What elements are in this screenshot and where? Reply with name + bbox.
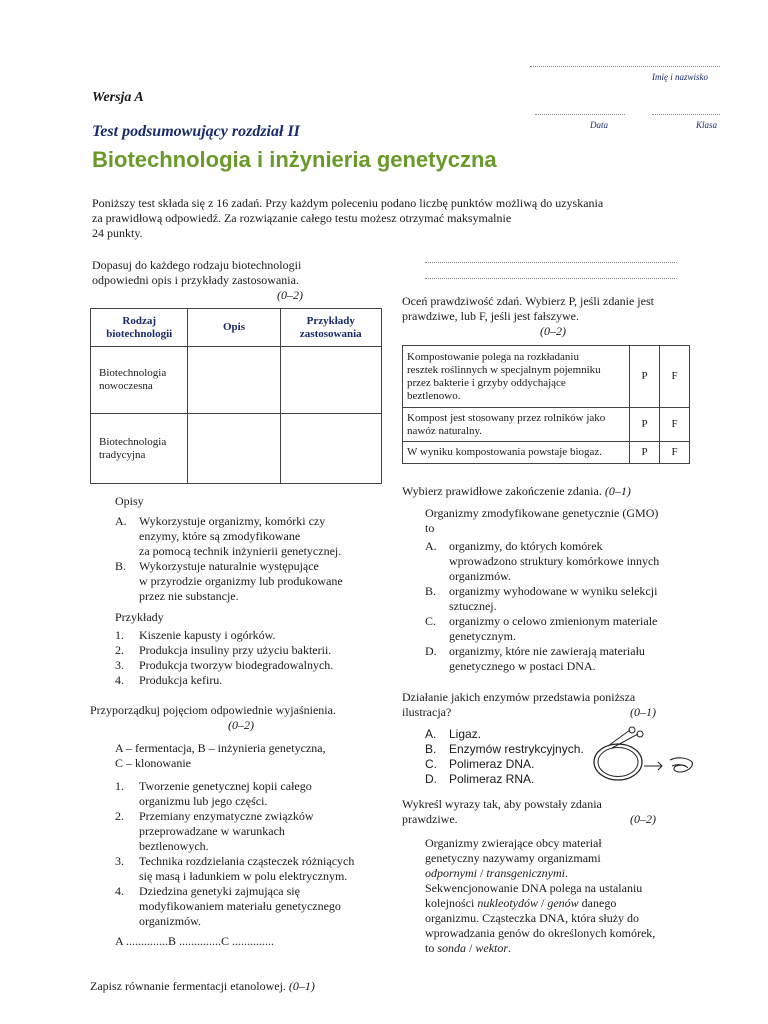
name-label: Imię i nazwisko	[652, 72, 708, 82]
list-item: 4. Produkcja kefiru.	[115, 673, 223, 687]
list-item: B. Wykorzystuje naturalnie występujące w przyrodzie organizmy lub produkowane przez nie substancje.	[115, 559, 343, 603]
task6-line: ilustracja? (0–1)	[402, 705, 656, 719]
task2-term-line: C – klonowanie	[115, 756, 191, 770]
list-item: 3. Produkcja tworzyw biodegradowalnych.	[115, 658, 334, 672]
task4-line: Oceń prawdziwość zdań. Wybierz P, jeśli zdanie jest	[402, 294, 654, 308]
task1-line: odpowiedni opis i przykłady zastosowania.	[92, 273, 299, 287]
task6-instruction	[402, 690, 692, 720]
answer-option[interactable]: D. Polimeraz RNA.	[425, 772, 535, 786]
name-line[interactable]	[530, 66, 720, 67]
list-item: 1. Tworzenie genetycznej kopii całego organizmu lub jego części.	[115, 779, 312, 808]
class-label: Klasa	[696, 120, 718, 130]
intro-line: Poniższy test składa się z 16 zadań. Przy każdym poleceniu podano liczbę punktów możliwą do uzyskania	[92, 196, 604, 210]
list-item: 4. Dziedzina genetyki zajmująca się modyfikowaniem materiału genetycznego organizmów.	[115, 884, 341, 928]
task7-line: Wykreśl wyrazy tak, aby powstały zdania	[402, 797, 602, 811]
list-item: 2. Przemiany enzymatyczne związków przeprowadzane w warunkach beztlenowych.	[115, 809, 314, 853]
task1-line: Dopasuj do każdego rodzaju biotechnologii	[92, 258, 302, 272]
task4-table	[402, 345, 690, 464]
task2-points: (0–2)	[228, 718, 254, 732]
false-option[interactable]: F	[660, 346, 690, 408]
task1-points: (0–2)	[277, 288, 303, 302]
task7-line: prawdziwe. (0–2)	[402, 812, 656, 826]
task3-points: (0–1)	[288, 979, 315, 993]
table-header-description: Opis	[188, 309, 280, 347]
task1-instruction	[92, 258, 392, 303]
task5-stem: Organizmy zmodyfikowane genetycznie (GMO) to	[425, 506, 659, 535]
word-option[interactable]: sonda	[437, 941, 467, 955]
przyklady-list	[115, 628, 385, 688]
intro-line: 24 punkty.	[92, 226, 143, 240]
word-option[interactable]: nukleotydów	[477, 896, 538, 910]
answer-option[interactable]: D. organizmy, które nie zawierają materiału genetycznego w postaci DNA.	[425, 644, 645, 673]
task2-instruction	[90, 703, 390, 733]
task2-answer-line[interactable]: A ..............B ..............C ..............	[115, 934, 275, 948]
date-line[interactable]	[535, 114, 625, 115]
przyklady-heading: Przykłady	[115, 610, 164, 624]
answer-dotted-line[interactable]	[425, 262, 677, 263]
intro-line: za prawidłową odpowiedź. Za rozwiązanie całego testu możesz otrzymać maksymalnie	[92, 211, 512, 225]
false-option[interactable]: F	[660, 408, 690, 442]
table-header-examples: Przykłady zastosowania	[280, 309, 381, 347]
version-label: Wersja A	[92, 90, 144, 105]
answer-cell[interactable]	[280, 414, 381, 484]
answer-dotted-line[interactable]	[425, 278, 677, 279]
task2-line: Przyporządkuj pojęciom odpowiednie wyjaśnienia.	[90, 703, 336, 717]
date-label: Data	[590, 120, 608, 130]
task2-terms	[115, 741, 326, 771]
statement-cell: Kompostowanie polega na rozkładaniu resztek roślinnych w specjalnym pojemniku przez bakterie i grzyby oddychające beztlenowo.	[403, 346, 630, 408]
answer-option[interactable]: C. organizmy o celowo zmienionym materiale genetycznym.	[425, 614, 658, 643]
task4-points: (0–2)	[540, 324, 566, 338]
intro-text	[92, 196, 692, 241]
class-line[interactable]	[652, 114, 720, 115]
task2-list	[115, 779, 390, 929]
word-option[interactable]: genów	[547, 896, 579, 910]
word-option[interactable]: odpornymi	[425, 866, 477, 880]
list-item: 1. Kiszenie kapusty i ogórków.	[115, 628, 276, 642]
dna-scissors-illustration	[588, 722, 700, 792]
task5-options	[425, 539, 690, 674]
task5-instruction	[402, 484, 631, 499]
answer-cell[interactable]	[188, 414, 280, 484]
table-row-label: Biotechnologia tradycyjna	[91, 414, 188, 484]
answer-option[interactable]: B. Enzymów restrykcyjnych.	[425, 742, 584, 756]
task3-instruction	[90, 979, 315, 994]
task6-line: Działanie jakich enzymów przedstawia poniższa	[402, 690, 636, 704]
answer-option[interactable]: B. organizmy wyhodowane w wyniku selekcji sztucznej.	[425, 584, 658, 613]
task3-line: Zapisz równanie fermentacji etanolowej.	[90, 979, 286, 993]
task2-term-line: A – fermentacja, B – inżynieria genetyczna,	[115, 741, 326, 755]
word-option[interactable]: transgenicznymi	[486, 866, 565, 880]
task7-instruction	[402, 797, 692, 827]
true-option[interactable]: P	[630, 442, 660, 464]
true-option[interactable]: P	[630, 346, 660, 408]
answer-option[interactable]: C. Polimeraz DNA.	[425, 757, 535, 771]
task7-text: Organizmy zwierające obcy materiał genetyczny nazywamy organizmami odpornymi / transgenicznymi. Sekwencjonowanie DNA polega na ustalaniu kolejności nukleotydów / genów danego organizmu. Cząsteczka DNA, która służy do wprowadzania genów do określonych komórek, to sonda / wektor.	[425, 836, 656, 955]
word-option[interactable]: wektor	[475, 941, 509, 955]
answer-cell[interactable]	[280, 347, 381, 414]
answer-cell[interactable]	[188, 347, 280, 414]
list-item: 3. Technika rozdzielania cząsteczek różniących się masą i ładunkiem w polu elektrycznym.	[115, 854, 355, 883]
task5-points: (0–1)	[604, 484, 631, 498]
task7-points: (0–2)	[630, 812, 656, 826]
statement-cell: Kompost jest stosowany przez rolników jako nawóz naturalny.	[403, 408, 630, 442]
task6-points: (0–1)	[630, 705, 656, 719]
answer-option[interactable]: A. Ligaz.	[425, 727, 482, 741]
opisy-list	[115, 514, 385, 604]
list-item: A. Wykorzystuje organizmy, komórki czy enzymy, które są zmodyfikowane za pomocą technik inżynierii genetycznej.	[115, 514, 342, 558]
opisy-heading: Opisy	[115, 494, 144, 508]
task4-line: prawdziwe, lub F, jeśli jest fałszywe.	[402, 309, 579, 323]
list-item: 2. Produkcja insuliny przy użyciu bakterii.	[115, 643, 332, 657]
task4-instruction	[402, 294, 702, 339]
test-subtitle: Test podsumowujący rozdział II	[92, 123, 300, 140]
task1-table	[90, 308, 382, 484]
task6-options	[425, 727, 584, 787]
true-option[interactable]: P	[630, 408, 660, 442]
statement-cell: W wyniku kompostowania powstaje biogaz.	[403, 442, 630, 464]
answer-option[interactable]: A. organizmy, do których komórek wprowadzono struktury komórkowe innych organizmów.	[425, 539, 660, 583]
task5-line: Wybierz prawidłowe zakończenie zdania.	[402, 484, 602, 498]
page-title: Biotechnologia i inżynieria genetyczna	[92, 147, 497, 172]
table-header-type: Rodzaj biotechnologii	[91, 309, 188, 347]
false-option[interactable]: F	[660, 442, 690, 464]
table-row-label: Biotechnologia nowoczesna	[91, 347, 188, 414]
